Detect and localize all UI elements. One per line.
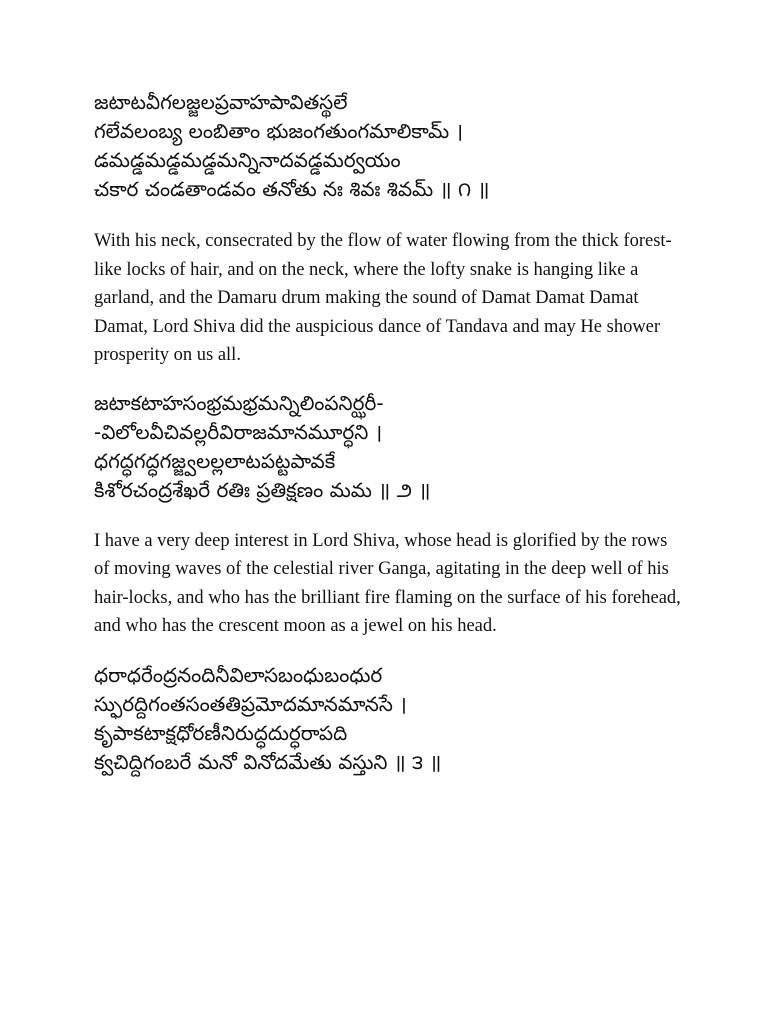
- verse-line: క్వచిద్దిగంబరే మనో వినోదమేతు వస్తుని ॥ ౩ ॥: [94, 749, 442, 774]
- verse-line: గలేవలంబ్య లంబితాం భుజంగతుంగమాలికామ్ ।: [94, 119, 464, 143]
- verse-line: జటాటవీగలజ్జలప్రవాహపావితస్థలే: [94, 90, 348, 114]
- verse-line: జటాకటాహసంభ్రమభ్రమన్నిలింపనిర్ఝరీ-: [94, 390, 384, 415]
- translation-2: I have a very deep interest in Lord Shiva, whose head is glorified by the rows of moving waves of the celestial river Ganga, agitating in the deep well of his hair-locks, and who has the brilliant fire flaming on the surface of his forehead, and who has the crescent moon as a jewel on his head.: [94, 530, 681, 636]
- translation-1: With his neck, consecrated by the flow of water flowing from the thick forest-like locks of hair, and on the neck, where the lofty snake is hanging like a garland, and the Damaru drum making the sound of Damat Damat Damat Damat, Lord Shiva did the auspicious dance of Tandava and may He shower prosperity on us all.: [94, 231, 672, 365]
- verse-line: ధగద్ధగద్ధగజ్జ్వలల్లలాటపట్టపావకే: [94, 448, 336, 473]
- verse-3: [94, 661, 684, 777]
- verse-line: కృపాకటాక్షధోరణీనిరుద్ధదుర్ధరాపది: [94, 720, 348, 745]
- verse-line: చకార చండతాండవం తనోతు నః శివః శివమ్ ॥ ౧ ॥: [94, 177, 490, 201]
- verse-line: -విలోలవీచివల్లరీవిరాజమానమూర్ధని ।: [94, 419, 383, 444]
- verse-line: ధరాధరేంద్రనందినీవిలాసబంధుబంధుర: [94, 662, 383, 687]
- document-page: [94, 88, 684, 777]
- verse-1: [94, 88, 684, 204]
- verse-line: డమడ్డమడ్డమడ్డమన్నినాదవడ్డమర్వయం: [94, 148, 401, 172]
- verse-line: స్ఫురద్దిగంతసంతతిప్రమోదమానమానసే ।: [94, 691, 407, 716]
- verse-line: కిశోరచంద్రశేఖరే రతిః ప్రతిక్షణం మమ ॥ ౨ ॥: [94, 477, 431, 502]
- verse-2: [94, 389, 684, 505]
